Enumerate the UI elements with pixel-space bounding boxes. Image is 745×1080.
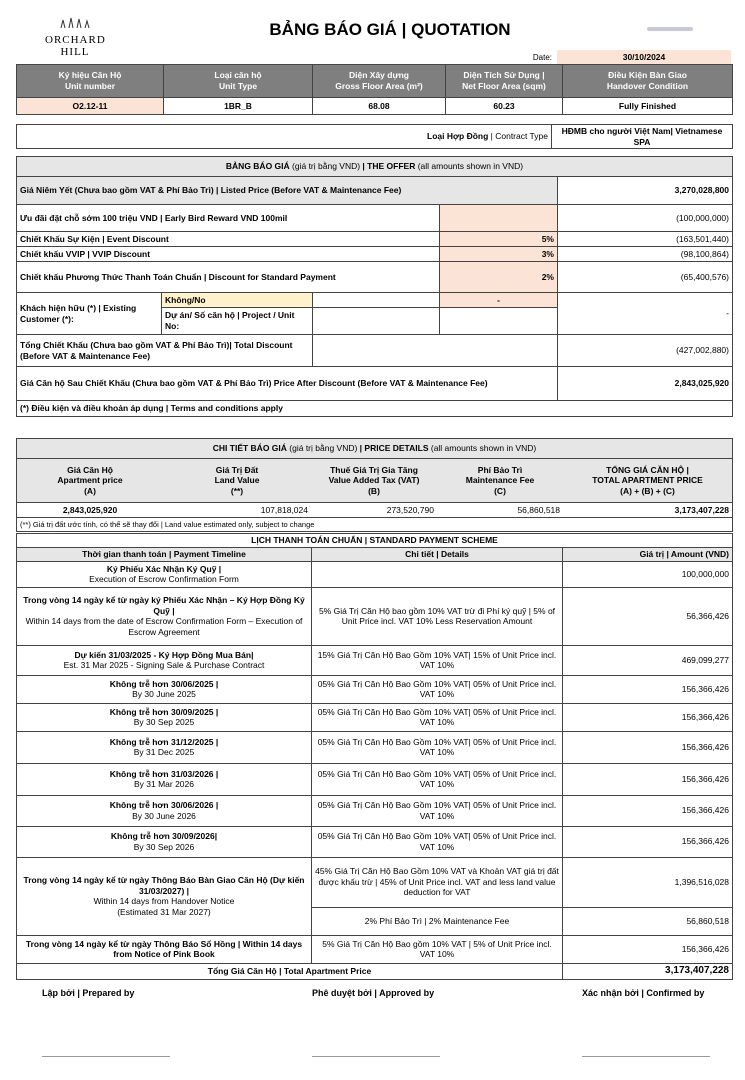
confirmed-by-label: Xác nhận bởi | Confirmed by (582, 988, 705, 998)
vvip-discount-label: Chiết khấu VVIP | VVIP Discount (17, 247, 440, 262)
standard-discount-pct: 2% (440, 262, 558, 293)
partner-logo-icon (645, 24, 695, 34)
existing-customer-choice[interactable]: Không/No (162, 293, 313, 308)
net-area-header: Diện Tích Sử Dụng | Net Floor Area (sqm) (446, 65, 563, 98)
early-bird-pct (440, 205, 558, 232)
unit-table (16, 64, 733, 115)
existing-customer-dash: - (440, 293, 558, 308)
unit-type-header: Loại căn hộ Unit Type (164, 65, 313, 98)
timeline-header: Thời gian thanh toán | Payment Timeline (17, 547, 312, 561)
existing-customer-label: Khách hiện hữu (*) | Existing Customer (*): (17, 293, 162, 335)
confirmed-signature-line (582, 1056, 710, 1057)
existing-customer-blank (313, 293, 440, 308)
apartment-price-value: 2,843,025,920 (17, 503, 164, 518)
vat-header: Thuế Giá Trị Gia Tăng Value Added Tax (VAT) (B) (311, 459, 437, 503)
offer-header: BẢNG BÁO GIÁ (giá trị bằng VND) | THE OFFER (all amounts shown in VND) (17, 157, 733, 177)
total-discount-value: (427,002,880) (558, 335, 733, 367)
logo-mark-icon (55, 16, 95, 30)
land-value-header: Giá Trị Đất Land Value (**) (163, 459, 311, 503)
approved-by-label: Phê duyệt bởi | Approved by (312, 988, 435, 998)
vvip-discount-pct: 3% (440, 247, 558, 262)
offer-table (16, 156, 733, 417)
table-row: Trong vòng 14 ngày kể từ ngày ký Phiếu Xác Nhận – Ký Hợp Đồng Ký Quỹ | Within 14 days from the date of Escrow Confirmation Form – Execution of Escrow Agreement 5% Giá Trị Căn Hộ bao gồm 10% VAT trừ đi Phí ký quỹ | 5% of Unit Price incl. VAT 10% Less Reservation Amount 56,366,426 (17, 587, 733, 645)
details-col-header: Chi tiết | Details (312, 547, 563, 561)
vat-value: 273,520,790 (311, 503, 437, 518)
net-area-value: 60.23 (446, 98, 563, 115)
payment-schedule-table (16, 533, 733, 980)
date-label: Date: (532, 53, 552, 62)
price-details-table (16, 438, 733, 532)
approved-signature-line (312, 1056, 440, 1057)
early-bird-label: Ưu đãi đặt chỗ sớm 100 triệu VND | Early Bird Reward VND 100mil (17, 205, 440, 232)
logo-text: ORCHARD HILL (45, 34, 106, 58)
event-discount-value: (163,501,440) (558, 232, 733, 247)
details-header: CHI TIẾT BÁO GIÁ (giá trị bằng VND) | PRICE DETAILS (all amounts shown in VND) (17, 439, 733, 459)
unit-number-value: O2.12-11 (17, 98, 164, 115)
contract-type-value: HĐMB cho người Việt Nam| Vietnamese SPA (552, 125, 733, 149)
table-row: 2% Phí Bảo Trì | 2% Maintenance Fee 56,860,518 (17, 907, 733, 935)
gross-area-value: 68.08 (313, 98, 446, 115)
apartment-price-header: Giá Căn Hộ Apartment price (A) (17, 459, 164, 503)
amount-header: Giá trị | Amount (VND) (563, 547, 733, 561)
date-value: 30/10/2024 (557, 50, 731, 64)
event-discount-label: Chiết Khấu Sự Kiện | Event Discount (17, 232, 440, 247)
handover-value: Fully Finished (563, 98, 733, 115)
project-unit-extra (440, 308, 558, 335)
project-unit-input[interactable] (313, 308, 440, 335)
prepared-by-label: Lập bởi | Prepared by (42, 988, 135, 998)
table-row: Không trễ hơn 30/06/2026 | By 30 June 2026 05% Giá Trị Căn Hộ Bao Gồm 10% VAT| 05% of Unit Price incl. VAT 10% 156,366,426 (17, 795, 733, 826)
total-price-label: Tổng Giá Căn Hộ | Total Apartment Price (17, 963, 563, 979)
table-row: Ký Phiếu Xác Nhận Ký Quỹ | Execution of Escrow Confirmation Form 100,000,000 (17, 561, 733, 587)
contract-table (16, 124, 733, 149)
listed-price-value: 3,270,028,800 (558, 177, 733, 205)
vvip-discount-value: (98,100,864) (558, 247, 733, 262)
total-price-amount: 3,173,407,228 (563, 963, 733, 979)
page-title: BẢNG BÁO GIÁ | QUOTATION (269, 20, 511, 39)
total-price-value: 3,173,407,228 (563, 503, 733, 518)
land-value-note: (**) Giá trị đất ước tính, có thể sẽ thay đổi | Land value estimated only, subject to change (17, 518, 733, 532)
table-row: Không trễ hơn 30/06/2025 | By 30 June 2025 05% Giá Trị Căn Hộ Bao Gồm 10% VAT| 05% of Unit Price incl. VAT 10% 156,366,426 (17, 675, 733, 703)
schedule-title: LỊCH THANH TOÁN CHUẨN | STANDARD PAYMENT SCHEME (17, 534, 733, 548)
contract-type-label: Loại Hợp Đồng | Contract Type (17, 125, 552, 149)
unit-type-value: 1BR_B (164, 98, 313, 115)
table-row: Trong vòng 14 ngày kể từ ngày Thông Báo Bàn Giao Căn Hộ (Dự kiến 31/03/2027) | Within 14 days from Handover Notice (Estimated 31 Mar 2027) 45% Giá Trị Căn Hộ Bao Gồm 10% VAT và Khoản VAT giá trị đất được khấu trừ | 45% of Unit Price incl. VAT and less land value deduction for VAT 1,396,516,028 (17, 857, 733, 907)
table-row: Không trễ hơn 30/09/2026| By 30 Sep 2026 05% Giá Trị Căn Hộ Bao Gồm 10% VAT| 05% of Unit Price incl. VAT 10% 156,366,426 (17, 826, 733, 857)
gross-area-header: Diện Xây dựng Gross Floor Area (m²) (313, 65, 446, 98)
early-bird-value: (100,000,000) (558, 205, 733, 232)
event-discount-pct: 5% (440, 232, 558, 247)
table-row: Không trễ hơn 31/12/2025 | By 31 Dec 2025 05% Giá Trị Căn Hộ Bao Gồm 10% VAT| 05% of Unit Price incl. VAT 10% 156,366,426 (17, 731, 733, 763)
standard-discount-value: (65,400,576) (558, 262, 733, 293)
maintenance-fee-value: 56,860,518 (437, 503, 563, 518)
handover-header: Điều Kiện Bàn Giao Handover Condition (563, 65, 733, 98)
price-after-discount-value: 2,843,025,920 (558, 367, 733, 401)
total-discount-blank (313, 335, 558, 367)
maintenance-fee-header: Phí Bảo Trì Maintenance Fee (C) (437, 459, 563, 503)
unit-number-header: Ký hiệu Căn Hộ Unit number (17, 65, 164, 98)
total-price-header: TỔNG GIÁ CĂN HỘ | TOTAL APARTMENT PRICE (A) + (B) + (C) (563, 459, 733, 503)
listed-price-label: Giá Niêm Yết (Chưa bao gồm VAT & Phí Bảo Trì) | Listed Price (Before VAT & Maintenance Fee) (17, 177, 558, 205)
terms-note: (*) Điều kiện và điều khoản áp dụng | Terms and conditions apply (17, 401, 733, 417)
table-row: Không trễ hơn 31/03/2026 | By 31 Mar 2026 05% Giá Trị Căn Hộ Bao Gồm 10% VAT| 05% of Unit Price incl. VAT 10% 156,366,426 (17, 763, 733, 795)
table-row: Trong vòng 14 ngày kể từ ngày Thông Báo Sổ Hồng | Within 14 days from Notice of Pink Book 5% Giá Trị Căn Hộ Bao gồm 10% VAT | 5% of Unit Price incl. VAT 10% 156,366,426 (17, 935, 733, 963)
land-value-value: 107,818,024 (163, 503, 311, 518)
table-row: Không trễ hơn 30/09/2025 | By 30 Sep 2025 05% Giá Trị Căn Hộ Bao Gồm 10% VAT| 05% of Unit Price incl. VAT 10% 156,366,426 (17, 703, 733, 731)
total-discount-label: Tổng Chiết Khấu (Chưa bao gồm VAT & Phí Bảo Trì)| Total Discount (Before VAT & Maintenance Fee) (17, 335, 313, 367)
standard-discount-label: Chiết khấu Phương Thức Thanh Toán Chuẩn | Discount for Standard Payment (17, 262, 440, 293)
logo (30, 16, 120, 58)
price-after-discount-label: Giá Căn hộ Sau Chiết Khấu (Chưa bao gồm VAT & Phí Bảo Trì) Price After Discount (Before VAT & Maintenance Fee) (17, 367, 558, 401)
table-row: Dự kiến 31/03/2025 - Ký Hợp Đồng Mua Bán| Est. 31 Mar 2025 - Signing Sale & Purchase Contract 15% Giá Trị Căn Hộ Bao Gồm 10% VAT| 15% of Unit Price incl. VAT 10% 469,099,277 (17, 645, 733, 675)
prepared-signature-line (42, 1056, 170, 1057)
existing-customer-value: - (558, 293, 733, 335)
project-unit-label: Dự án/ Số căn hộ | Project / Unit No: (162, 308, 313, 335)
